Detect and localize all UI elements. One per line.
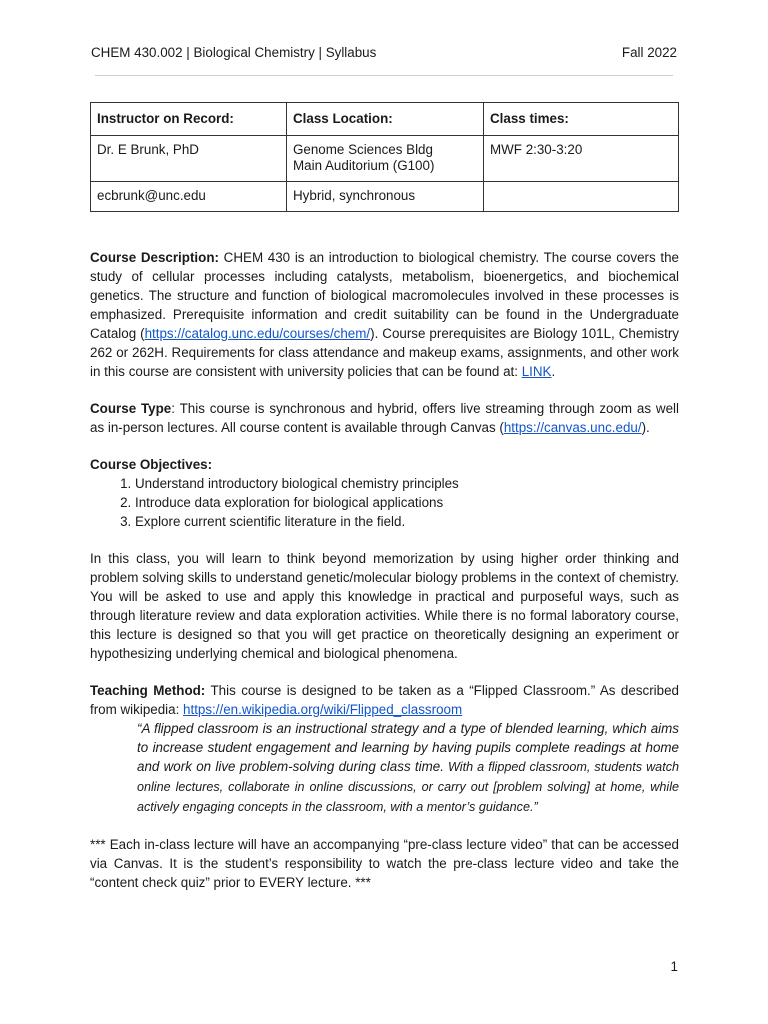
course-info-table bbox=[90, 102, 679, 212]
table-cell bbox=[484, 182, 679, 212]
teaching-method: Teaching Method: This course is designed to be taken as a “Flipped Classroom.” As described from wikipedia: https://en.wikipedia.org/wiki/Flipped_classroom bbox=[90, 683, 679, 717]
table-row bbox=[91, 136, 679, 182]
flipped-classroom-quote: “A flipped classroom is an instructional strategy and a type of blended learning, which aims to increase student engagement and learning by having pupils complete readings at home and work on live problem-solving during class time. With a flipped classroom, students watch online lectures, collaborate in online discussions, or carry out [problem solving] at home, while actively engaging concepts in the classroom, with a mentor’s guidance.” bbox=[137, 721, 679, 814]
course-type: Course Type: This course is synchronous and hybrid, offers live streaming through zoom as well as in-person lectures. All course content is available through Canvas (https://canvas.unc.edu/). bbox=[90, 401, 679, 435]
section-label: Course Type bbox=[90, 401, 172, 416]
list-item: 2. Introduce data exploration for biological applications bbox=[135, 493, 679, 512]
email-cell: ecbrunk@unc.edu bbox=[91, 182, 287, 212]
list-item: 3. Explore current scientific literature in the field. bbox=[135, 512, 679, 531]
table-cell: Class times: bbox=[484, 103, 679, 136]
section-label: Teaching Method: bbox=[90, 683, 206, 698]
canvas-link[interactable]: https://canvas.unc.edu/ bbox=[503, 420, 642, 435]
table-cell: Dr. E Brunk, PhD bbox=[91, 136, 287, 182]
table-cell: Class Location: bbox=[287, 103, 484, 136]
lecture-note: *** Each in-class lecture will have an accompanying “pre-class lecture video” that can be accessed via Canvas. It is the student’s responsibility to watch the pre-class lecture video and take the “content check quiz” prior to EVERY lecture. *** bbox=[90, 837, 679, 890]
wikipedia-link[interactable]: https://en.wikipedia.org/wiki/Flipped_classroom bbox=[183, 702, 463, 717]
table-cell: Instructor on Record: bbox=[91, 103, 287, 136]
header-term: Fall 2022 bbox=[621, 45, 677, 60]
header-divider bbox=[95, 75, 673, 76]
objectives-heading: Course Objectives: bbox=[90, 457, 213, 472]
objectives-list bbox=[90, 474, 679, 531]
syllabus-body bbox=[90, 248, 679, 910]
policy-link[interactable]: LINK bbox=[521, 364, 552, 379]
course-description: Course Description: CHEM 430 is an introduction to biological chemistry. The course covers the study of cellular processes including catalysts, metabolism, bioenergetics, and biochemical genetics. The structure and function of biological macromolecules involved in these processes is emphasized. Prerequisite information and credit suitability can be found in the Undergraduate Catalog (https://catalog.unc.edu/courses/chem/). Course prerequisites are Biology 101L, Chemistry 262 or 262H. Requirements for class attendance and makeup exams, assignments, and other work in this course are consistent with university policies that can be found at: LINK. bbox=[90, 250, 679, 379]
page-header bbox=[91, 45, 677, 60]
table-cell: Genome Sciences Bldg Main Auditorium (G100) bbox=[287, 136, 484, 182]
table-cell: Hybrid, synchronous bbox=[287, 182, 484, 212]
section-label: Course Description: bbox=[90, 250, 219, 265]
catalog-link[interactable]: https://catalog.unc.edu/courses/chem/ bbox=[144, 326, 371, 341]
table-row bbox=[91, 103, 679, 136]
table-row bbox=[91, 182, 679, 212]
table-cell: MWF 2:30-3:20 bbox=[484, 136, 679, 182]
learning-paragraph: In this class, you will learn to think beyond memorization by using higher order thinking and problem solving skills to understand genetic/molecular biology problems in the context of chemistry. You will be asked to use and apply this knowledge in practical and purposeful ways, such as through literature review and data exploration activities. While there is no formal laboratory course, this lecture is designed so that you will get practice on theoretically designing an experiment or hypothesizing underlying chemical and biological phenomena. bbox=[90, 551, 679, 661]
header-title: CHEM 430.002 | Biological Chemistry | Syllabus bbox=[91, 45, 377, 60]
page-number: 1 bbox=[670, 959, 678, 974]
list-item: 1. Understand introductory biological chemistry principles bbox=[135, 474, 679, 493]
